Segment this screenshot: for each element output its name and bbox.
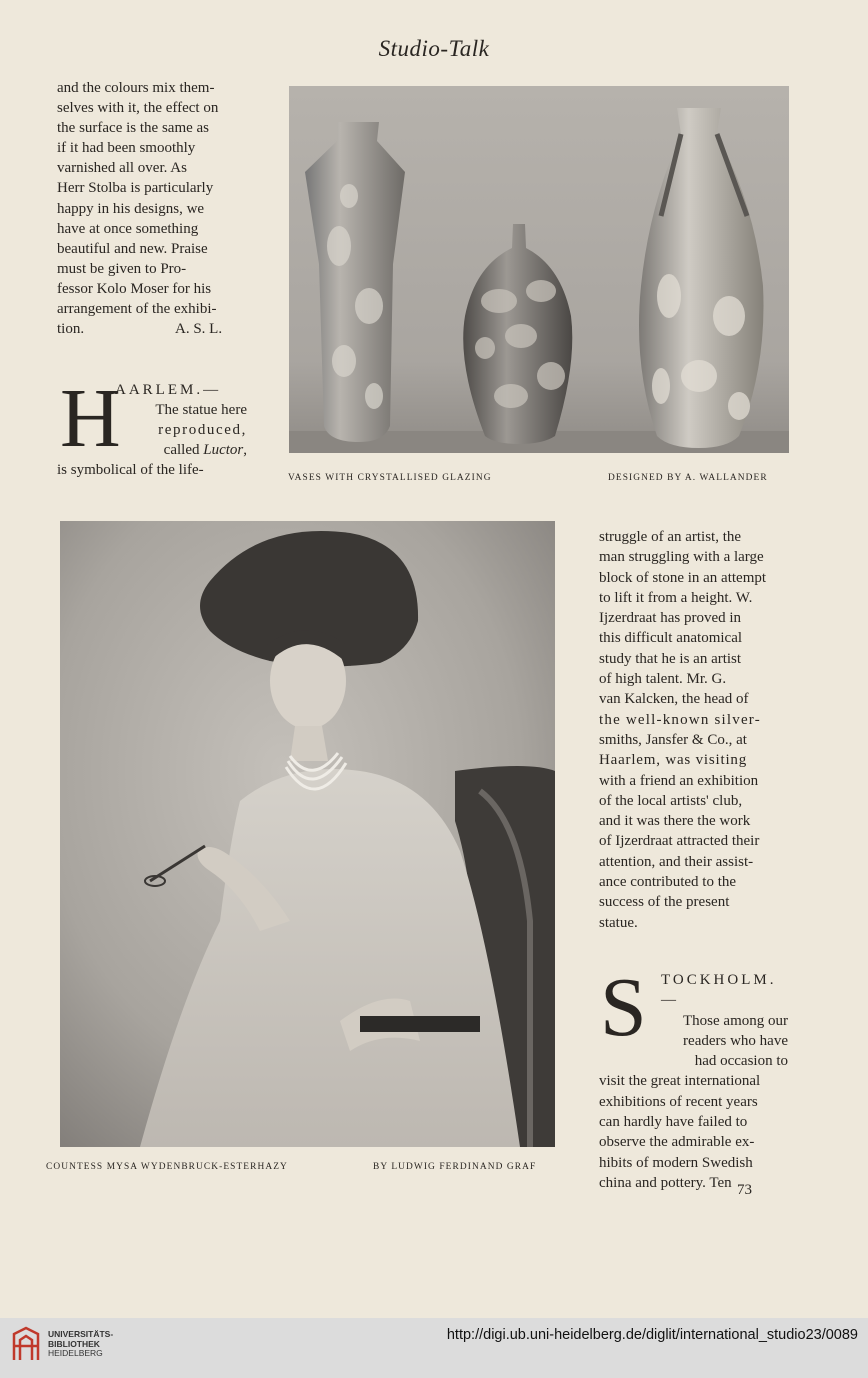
text-line: success of the present [599,894,730,911]
text-line: beautiful and new. Praise [57,240,208,257]
drop-cap-s: S [600,961,647,1054]
portrait-photograph [60,521,555,1147]
vases-photograph [289,86,789,453]
text-line: varnished all over. As [57,160,187,177]
portrait-illustration [60,521,555,1147]
drop-cap-h: H [60,372,121,465]
text-line: hibits of modern Swedish [599,1154,753,1171]
text-line: block of stone in an attempt [599,569,767,586]
text-line: van Kalcken, the head of [599,691,749,708]
text-line: Ijzerdraat has proved in [599,610,742,627]
left-column-top [57,78,247,339]
text-line: if it had been smoothly [57,140,196,157]
vases-caption-left: VASES WITH CRYSTALLISED GLAZING [288,473,492,483]
text-line: Haarlem, was visiting [599,752,748,769]
source-url-link[interactable]: http://digi.ub.uni-heidelberg.de/diglit/international_studio23/0089 [446,1327,858,1343]
text-fragment: , [243,442,247,459]
text-line: The statue here [155,402,247,419]
text-line: the surface is the same as [57,120,210,137]
text-line: have at once something [57,220,199,237]
haarlem-paragraph [57,372,247,480]
logo-line: HEIDELBERG [48,1348,103,1358]
text-line: arrangement of the exhibi- [57,301,217,318]
text-line: and it was there the work [599,813,751,830]
text-line: and the colours mix them- [57,80,215,96]
library-logo-text [48,1330,113,1359]
text-line: selves with it, the effect on [57,100,219,117]
text-line: man struggling with a large [599,549,764,566]
text-line: with a friend an exhibition [599,772,759,789]
artwork-title: Luctor [203,442,244,459]
text-line: of high talent. Mr. G. [599,671,727,688]
portrait-caption-right: BY LUDWIG FERDINAND GRAF [373,1162,537,1172]
text-line: attention, and their assist- [599,853,754,870]
text-line: of Ijzerdraat attracted their [599,833,760,850]
text-line: had occasion to [694,1053,788,1070]
section-heading: TOCKHOLM.— [661,972,777,1009]
text-line: fessor Kolo Moser for his [57,280,212,297]
text-line: smiths, Jansfer & Co., at [599,731,747,748]
right-column [599,527,788,933]
text-line: readers who have [683,1032,788,1049]
logo-line: UNIVERSITÄTS- [48,1329,114,1339]
text-line: exhibitions of recent years [599,1093,758,1110]
text-line: can hardly have failed to [599,1114,748,1131]
signature: A. S. L. [175,321,223,338]
text-line [57,440,247,460]
running-header: Studio-Talk [378,36,490,61]
stockholm-paragraph [599,961,788,1193]
page-number: 73 [737,1182,752,1198]
text-line: statue. [599,914,638,931]
text-fragment: called [163,442,204,459]
text-line: is symbolical of the life- [57,462,204,479]
portrait-caption-left: COUNTESS MYSA WYDENBRUCK-ESTERHAZY [46,1162,288,1172]
text-line: observe the admirable ex- [599,1134,755,1151]
text-line: reproduced, [158,422,247,439]
text-line: to lift it from a height. W. [599,589,753,606]
text-line: Herr Stolba is particularly [57,180,214,197]
text-line: struggle of an artist, the [599,529,742,545]
text-line: this difficult anatomical [599,630,743,647]
text-line: must be given to Pro- [57,260,187,277]
text-line: china and pottery. Ten [599,1174,732,1191]
text-line: tion. [57,321,85,338]
library-logo-icon [10,1324,42,1364]
text-line: happy in his designs, we [57,200,205,217]
text-line: study that he is an artist [599,650,742,667]
text-line-signed [57,319,247,339]
logo-line: BIBLIOTHEK [48,1338,100,1349]
section-heading: AARLEM.— [115,382,222,398]
text-line: Those among our [683,1012,788,1029]
text-line: ance contributed to the [599,874,737,891]
text-line: the well-known silver- [599,711,761,728]
vases-illustration [289,86,789,453]
text-line: visit the great international [599,1073,761,1090]
text-line: of the local artists' club, [599,792,743,809]
vases-caption-right: DESIGNED BY A. WALLANDER [608,473,768,483]
